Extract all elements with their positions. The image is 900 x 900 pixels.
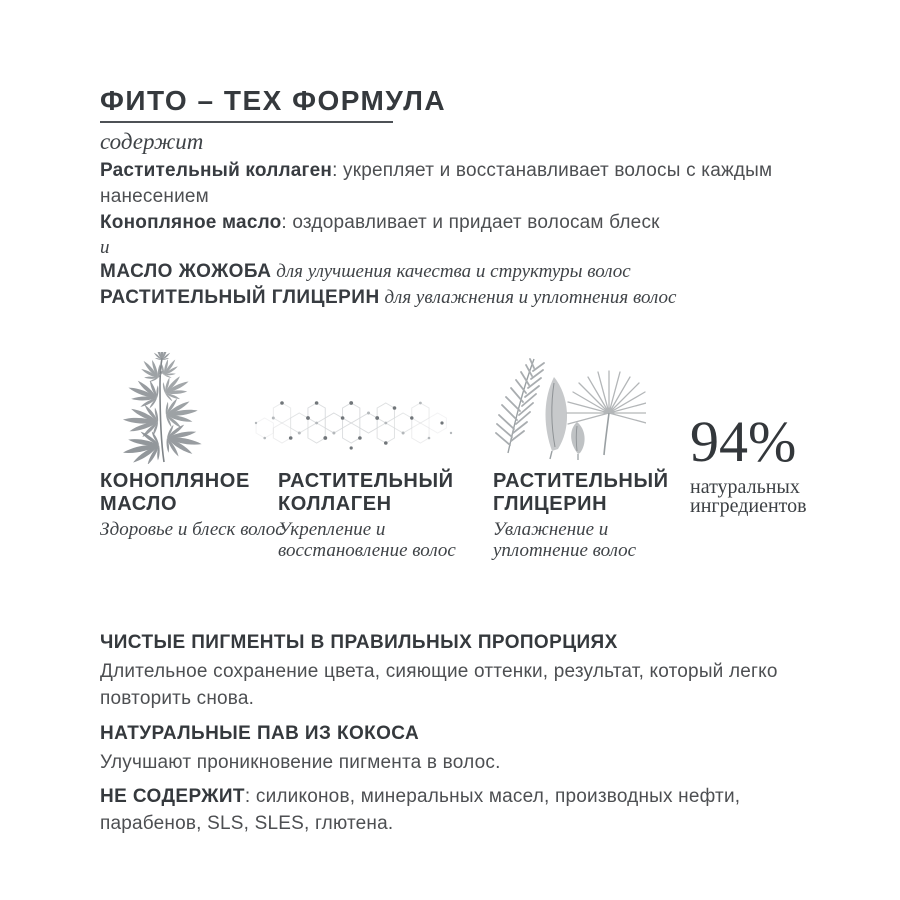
title-underline	[100, 121, 393, 123]
contains-subtitle: содержит	[100, 129, 204, 154]
ingredient-effect: : оздоравливает и придает волосам блеск	[281, 212, 660, 233]
ingredient-term: Конопляное масло	[100, 212, 282, 233]
section-pure-pigments	[100, 631, 818, 712]
ingredient-statement	[100, 210, 840, 236]
ingredient-labels	[278, 470, 483, 561]
caption-line: натуральных	[690, 476, 800, 498]
ingredient-term: РАСТИТЕЛЬНЫЙ ГЛИЦЕРИН	[100, 287, 380, 308]
section-free-from	[100, 783, 818, 837]
ingredient-term: Растительный коллаген	[100, 160, 333, 181]
ingredient-labels	[493, 470, 683, 561]
hemp-plant-icon	[102, 352, 227, 464]
section-body: Длительное сохранение цвета, сияющие оттенки, результат, который легко повторить снова.	[100, 661, 778, 709]
ingredient-name-line: РАСТИТЕЛЬНЫЙ	[493, 470, 669, 492]
ingredient-benefit: Увлажнение и уплотнение волос	[493, 519, 637, 561]
caption-line: ингредиентов	[690, 495, 807, 517]
ingredient-name-line: КОНОПЛЯНОЕ	[100, 470, 250, 492]
ingredient-name-line: РАСТИТЕЛЬНЫЙ	[278, 470, 454, 492]
ingredient-term: МАСЛО ЖОЖОБА	[100, 261, 272, 282]
ingredient-statement	[100, 259, 840, 285]
ingredient-effect: для улучшения качества и структуры волос	[271, 261, 631, 282]
percent-caption	[690, 478, 807, 516]
ingredient-name-line: ГЛИЦЕРИН	[493, 493, 608, 515]
free-from-statement	[100, 783, 818, 837]
page-title: ФИТО – ТЕХ ФОРМУЛА	[100, 85, 447, 116]
header	[100, 84, 820, 155]
ingredient-labels	[100, 470, 284, 540]
section-natural-surfactants	[100, 722, 818, 776]
section-heading: ЧИСТЫЕ ПИГМЕНТЫ В ПРАВИЛЬНЫХ ПРОПОРЦИЯХ	[100, 632, 618, 653]
collagen-molecule-icon	[252, 392, 456, 454]
formula-description	[100, 158, 840, 311]
ingredient-benefit: Укрепление и восстановление волос	[278, 519, 456, 561]
ingredient-name-line: МАСЛО	[100, 493, 178, 515]
dried-leaves-icon	[486, 341, 646, 463]
free-from-term: НЕ СОДЕРЖИТ	[100, 786, 245, 807]
ingredient-name-line: КОЛЛАГЕН	[278, 493, 392, 515]
ingredient-benefit: Здоровье и блеск волос	[100, 519, 284, 540]
ingredient-statement	[100, 158, 840, 210]
ingredient-effect: : укрепляет и восстанавливает волосы с каждым нанесением	[100, 160, 773, 207]
percent-value: 94%	[690, 409, 797, 474]
ingredient-statement	[100, 285, 840, 311]
and-word: и	[100, 237, 110, 258]
natural-ingredients-stat	[690, 409, 807, 517]
section-body: Улучшают проникновение пигмента в волос.	[100, 752, 501, 773]
section-heading: НАТУРАЛЬНЫЕ ПАВ ИЗ КОКОСА	[100, 723, 420, 744]
ingredient-effect: для увлажнения и уплотнения волос	[379, 287, 677, 308]
free-from-list: : силиконов, минеральных масел, производных нефти, парабенов, SLS, SLES, глютена.	[100, 786, 741, 834]
